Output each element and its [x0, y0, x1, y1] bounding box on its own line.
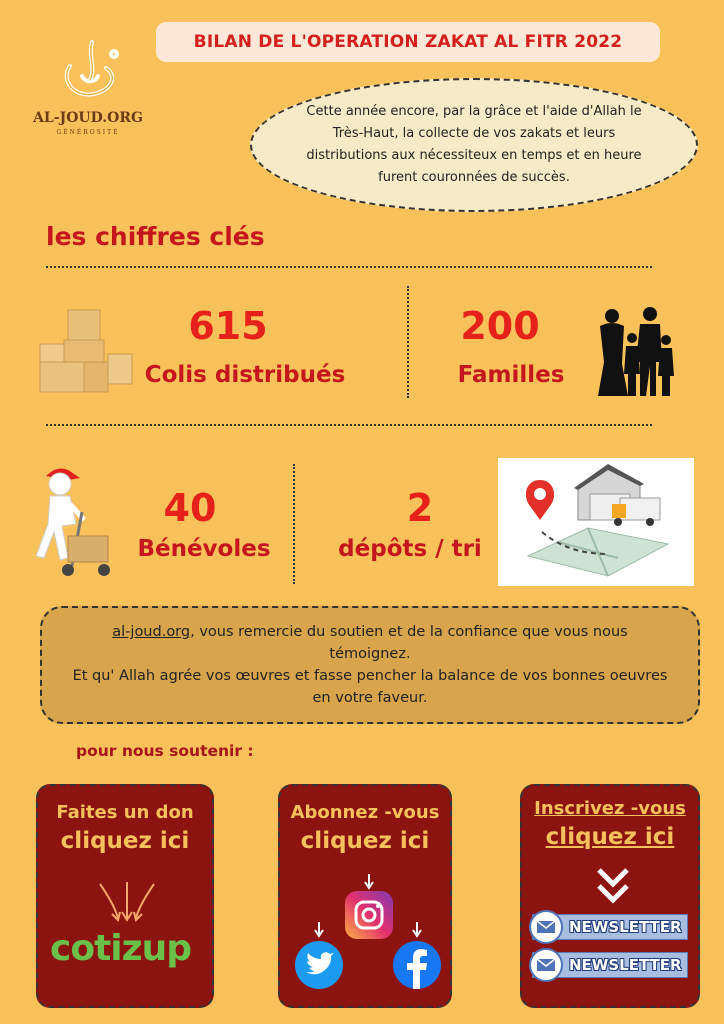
newsletter-button[interactable] — [532, 952, 688, 978]
instagram-icon[interactable] — [344, 890, 394, 940]
cotizup-brand: cotizup — [50, 928, 191, 969]
thanks-box — [40, 606, 700, 724]
newsletter-card-title[interactable]: Inscrivez -vous — [534, 798, 686, 819]
newsletter-button[interactable] — [532, 914, 688, 940]
stat-value-depots: 2 — [406, 486, 434, 530]
stat-value-benevoles: 40 — [163, 486, 217, 530]
newsletter-button-label: NEWSLETTER — [569, 956, 682, 974]
divider — [46, 266, 652, 268]
site-link[interactable]: al-joud.org — [112, 624, 191, 640]
arrow-down-icon — [314, 922, 324, 938]
arrows-down-icon — [92, 880, 162, 924]
envelope-icon — [529, 910, 563, 944]
arrow-down-icon — [364, 874, 374, 890]
stat-value-colis: 615 — [188, 304, 268, 348]
thanks-line-2: Et qu' Allah agrée vos œuvres et fasse pencher la balance de vos bonnes oeuvres en votre faveur. — [72, 668, 668, 706]
stat-value-familles: 200 — [460, 304, 540, 348]
donate-card-title: Faites un don — [56, 802, 194, 823]
newsletter-card-cta[interactable]: cliquez ici — [545, 824, 675, 850]
double-chevron-down-icon — [596, 866, 630, 906]
stat-label-benevoles: Bénévoles — [137, 536, 271, 562]
volunteer-trolley-icon — [32, 462, 114, 578]
cotizup-logo[interactable] — [50, 928, 206, 976]
logo-brand: AL-JOUD.ORG — [33, 110, 143, 126]
newsletter-button-label: NEWSLETTER — [569, 918, 682, 936]
divider — [46, 424, 652, 426]
donate-card[interactable] — [36, 784, 214, 1008]
intro-bubble — [250, 78, 698, 212]
warehouse-map-icon — [498, 458, 694, 586]
logo-calligraphy-icon — [30, 36, 146, 110]
thanks-line-1-text: , vous remercie du soutien et de la confiance que vous nous témoignez. — [190, 624, 628, 662]
page-title: BILAN DE L'OPERATION ZAKAT AL FITR 2022 — [156, 22, 660, 62]
subscribe-card-cta[interactable]: cliquez ici — [300, 828, 430, 854]
stat-label-colis: Colis distribués — [144, 362, 346, 388]
logo — [30, 36, 146, 146]
donate-card-cta[interactable]: cliquez ici — [60, 828, 190, 854]
envelope-icon — [529, 948, 563, 982]
stat-label-depots: dépôts / tri — [338, 536, 482, 562]
family-silhouette-icon — [594, 304, 674, 400]
section-title: les chiffres clés — [46, 222, 265, 251]
newsletter-card[interactable] — [520, 784, 700, 1008]
intro-text: Cette année encore, par la grâce et l'aide d'Allah le Très-Haut, la collecte de vos zakats et leurs distributions aux nécessiteux en temps et en heure furent couronnées de succès. — [306, 104, 642, 185]
subscribe-card-title: Abonnez -vous — [290, 802, 440, 823]
twitter-icon[interactable] — [294, 940, 344, 990]
thanks-line-1 — [42, 621, 698, 665]
logo-tagline: GÉNÉROSITÉ — [56, 129, 120, 136]
subscribe-card[interactable] — [278, 784, 452, 1008]
support-heading: pour nous soutenir : — [76, 742, 254, 760]
divider — [407, 286, 409, 398]
boxes-icon — [38, 306, 136, 396]
warehouse-map-image — [498, 458, 694, 586]
arrow-down-icon — [412, 922, 422, 938]
divider — [293, 464, 295, 584]
stat-label-familles: Familles — [457, 362, 565, 388]
facebook-icon[interactable] — [392, 940, 442, 990]
